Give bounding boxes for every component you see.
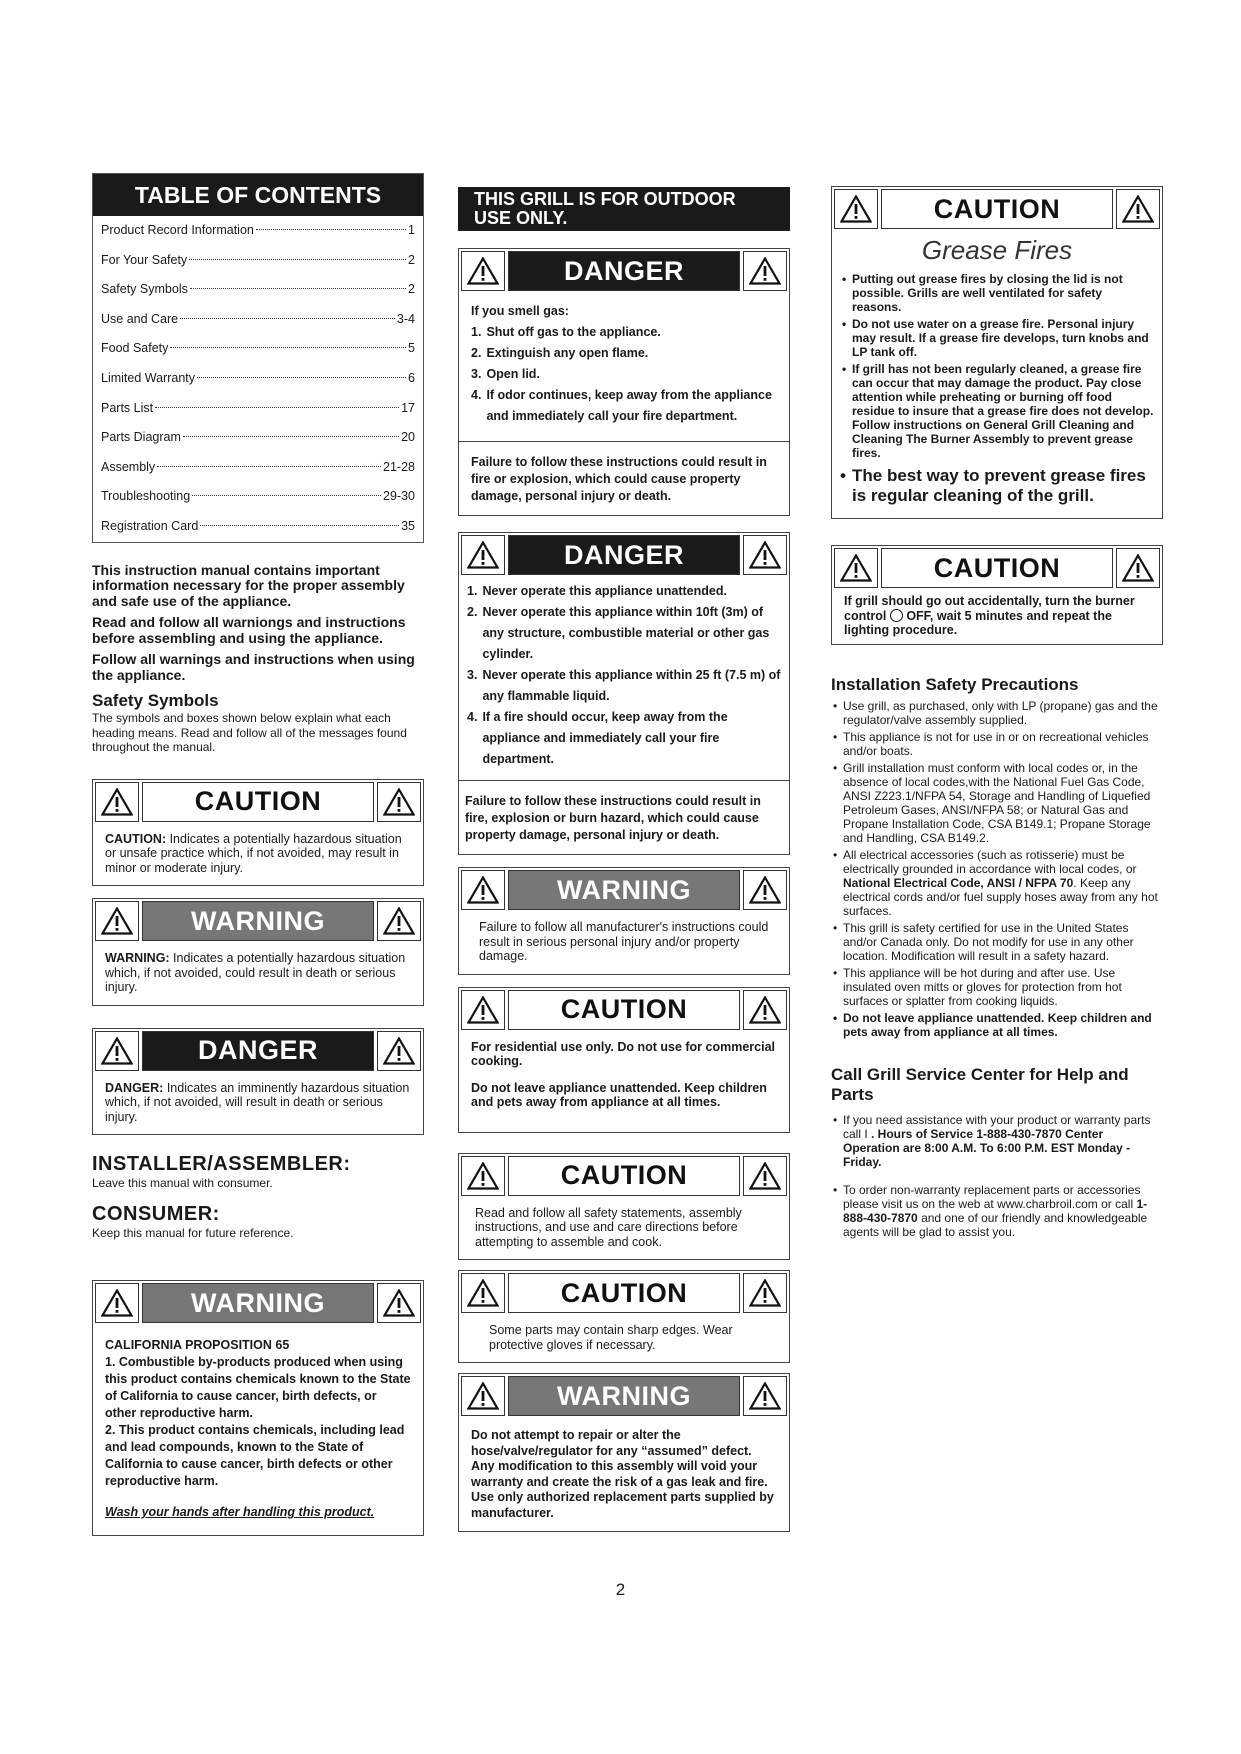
warning-triangle-icon — [377, 901, 421, 941]
warning-header — [93, 1281, 423, 1325]
toc-row[interactable] — [93, 453, 423, 483]
electrical-post: . Keep any electrical cords and/or fuel supply hoses away from any hot surfaces. — [843, 875, 1158, 918]
toc-row[interactable] — [93, 334, 423, 364]
danger-signal-word: DANGER — [508, 251, 740, 291]
warning-triangle-icon — [461, 870, 505, 910]
caution-header — [459, 1154, 789, 1198]
gas-smell-danger-box — [458, 248, 790, 516]
caution-definition — [93, 824, 423, 886]
toc-leader-dots — [180, 318, 395, 319]
sharp-edges-text: Some parts may contain sharp edges. Wear protective gloves if necessary. — [489, 1323, 733, 1352]
residential-use-text: For residential use only. Do not use for commercial cooking. — [471, 1039, 776, 1068]
intro-paragraph-2: Read and follow all warniongs and instructions before assembling and using the appliance. — [92, 614, 406, 646]
read-instructions-caution-box — [458, 1153, 790, 1261]
service-order-post: and one of our friendly and knowledgeable agents will be glad to assist you. — [843, 1210, 1148, 1239]
caution-header — [459, 988, 789, 1032]
toc-row[interactable] — [93, 305, 423, 335]
step-number: 3. — [467, 668, 478, 682]
prop65-item-1: 1. Combustible by-products produced when using this product contains chemicals known to the State of California to cause cancer, birth defects, or other reproductive harm. — [105, 1355, 411, 1421]
danger-header — [93, 1029, 423, 1073]
toc-leader-dots — [197, 377, 406, 378]
toc-entry-page: 3-4 — [396, 311, 415, 326]
intro-paragraph-3: Follow all warnings and instructions when using the appliance. — [92, 651, 415, 683]
toc-leader-dots — [190, 288, 406, 289]
danger-definition — [93, 1073, 423, 1135]
step-text: If odor continues, keep away from the appliance and immediately call your fire department. — [486, 388, 772, 423]
residential-caution-box — [458, 987, 790, 1133]
install-item: • Grill installation must conform with local codes or, in the absence of local codes,with the National Fuel Gas Code, ANSI Z223.1/NFPA 54, Storage and Handling of Liquefied Petroleum Gases, ANSI/NFPA 58; or Natural Gas and Propane Installation Code, CSA B149.1; Propane Storage and Handling, CSA B149.2. — [831, 761, 1163, 845]
step-item — [471, 385, 777, 427]
warning-triangle-icon — [377, 1031, 421, 1071]
toc-entry-page: 21-28 — [383, 459, 415, 474]
danger-header — [459, 533, 789, 577]
install-item: • This grill is safety certified for use in the United States and/or Canada only. Do not modify for use in any other location. Modification will result in a safety hazard. — [831, 921, 1163, 963]
electrical-code: National Electrical Code, ANSI / NFPA 70 — [843, 875, 1074, 890]
toc-leader-dots — [256, 229, 406, 230]
step-item — [467, 665, 781, 707]
toc-entry-label: Troubleshooting — [101, 489, 191, 504]
toc-row[interactable] — [93, 364, 423, 394]
install-item-electrical — [831, 848, 1163, 918]
step-text: Never operate this appliance within 10ft (3m) of any structure, combustible material or other gas cylinder. — [482, 605, 770, 661]
caution-header — [93, 780, 423, 824]
caution-signal-word: CAUTION — [881, 548, 1113, 588]
operation-steps — [467, 581, 781, 770]
caution-header — [832, 187, 1162, 231]
warning-header — [93, 899, 423, 943]
consumer-text: Keep this manual for future reference. — [92, 1225, 294, 1240]
warning-header — [459, 1374, 789, 1418]
warning-triangle-icon — [743, 990, 787, 1030]
gas-smell-steps — [471, 322, 777, 427]
warning-triangle-icon — [743, 1376, 787, 1416]
sharp-edges-caution-box — [458, 1270, 790, 1363]
toc-entry-page: 5 — [408, 341, 415, 356]
toc-row[interactable] — [93, 482, 423, 512]
caution-label: CAUTION: — [105, 831, 167, 846]
consumer-heading: CONSUMER: — [92, 1202, 220, 1225]
toc-entry-page: 17 — [401, 400, 415, 415]
burner-caution-text — [832, 590, 1162, 644]
warning-triangle-icon — [1116, 189, 1160, 229]
caution-definition-text: Indicates a potentially hazardous situation or unsafe practice which, if not avoided, may result in minor or moderate injury. — [105, 831, 402, 875]
operation-footer: Failure to follow these instructions could result in fire, explosion or burn hazard, which could cause property damage, personal injury or death. — [459, 780, 789, 854]
step-number: 4. — [467, 710, 478, 724]
toc-entry-page: 29-30 — [383, 489, 415, 504]
bullet-icon: • — [840, 466, 846, 485]
operation-instructions — [459, 577, 789, 780]
grease-fires-caution-box — [831, 186, 1163, 519]
toc-row[interactable] — [93, 394, 423, 424]
toc-entry-label: Assembly — [101, 459, 156, 474]
warning-triangle-icon — [461, 990, 505, 1030]
warning-triangle-icon — [743, 870, 787, 910]
prop65-heading: CALIFORNIA PROPOSITION 65 — [105, 1338, 290, 1353]
caution-signal-word: CAUTION — [508, 1156, 740, 1196]
step-item — [467, 602, 781, 665]
danger-signal-word: DANGER — [142, 1031, 374, 1071]
warning-triangle-icon — [95, 1031, 139, 1071]
gas-smell-instructions — [459, 293, 789, 441]
step-text: Extinguish any open flame. — [486, 346, 649, 360]
table-of-contents — [92, 173, 424, 543]
manufacturer-warning-text: Failure to follow all manufacturer's instructions could result in serious personal injury and/or property damage. — [479, 920, 769, 963]
residential-caution-body — [459, 1032, 789, 1132]
service-item-assistance — [831, 1113, 1163, 1169]
toc-leader-dots — [189, 259, 406, 260]
burner-caution-box — [831, 545, 1163, 645]
danger-label: DANGER: — [105, 1080, 164, 1095]
caution-signal-word: CAUTION — [142, 782, 374, 822]
warning-signal-word: WARNING — [142, 1283, 374, 1323]
toc-leader-dots — [192, 495, 381, 496]
gas-smell-intro: If you smell gas: — [471, 304, 569, 318]
toc-entry-label: Safety Symbols — [101, 282, 188, 297]
toc-entry-label: Limited Warranty — [101, 370, 196, 385]
service-phone: 1-888-430-7870 — [843, 1196, 1148, 1225]
caution-header — [459, 1271, 789, 1315]
caution-signal-word: CAUTION — [508, 990, 740, 1030]
repair-warning-text: Do not attempt to repair or alter the hose/valve/regulator for any “assumed” defect. Any modification to this assembly will void your warranty and create the risk of a gas leak and fire. Use only authorized replacement parts supplied by manufacturer. — [471, 1428, 774, 1520]
unattended-text: Do not leave appliance unattended. Keep children and pets away from appliance at all times. — [471, 1080, 767, 1109]
burner-text-pre: If grill should go out accidentally, turn the burner control — [844, 594, 1135, 623]
step-number: 1. — [471, 325, 482, 339]
warning-triangle-icon — [95, 782, 139, 822]
warning-triangle-icon — [834, 548, 878, 588]
warning-definition-text: Indicates a potentially hazardous situation which, if not avoided, could result in death or serious injury. — [105, 951, 406, 995]
toc-list — [93, 216, 423, 542]
warning-triangle-icon — [743, 251, 787, 291]
toc-row[interactable] — [93, 216, 423, 246]
grease-prevention-text: The best way to prevent grease fires is regular cleaning of the grill. — [852, 466, 1146, 505]
caution-signal-word: CAUTION — [881, 189, 1113, 229]
warning-triangle-icon — [461, 251, 505, 291]
manufacturer-warning-box — [458, 867, 790, 975]
grease-item: • Putting out grease fires by closing the lid is not possible. Grills are well ventilated for safety reasons. — [840, 272, 1154, 314]
prop65-body — [93, 1325, 423, 1535]
read-instructions-text: Read and follow all safety statements, assembly instructions, and use and care directions before attempting to assemble and cook. — [475, 1205, 742, 1249]
grease-fires-list — [840, 272, 1154, 460]
step-text: If a fire should occur, keep away from the appliance and immediately call your fire department. — [482, 710, 728, 766]
prop65-warning-box — [92, 1280, 424, 1536]
step-number: 4. — [471, 388, 482, 402]
warning-signal-word: WARNING — [142, 901, 374, 941]
service-item-order — [831, 1183, 1163, 1239]
step-item — [471, 364, 777, 385]
step-number: 3. — [471, 367, 482, 381]
toc-row[interactable] — [93, 512, 423, 542]
install-item: • Use grill, as purchased, only with LP (propane) gas and the regulator/valve assembly supplied. — [831, 699, 1163, 727]
off-circle-icon — [890, 609, 903, 622]
toc-row[interactable] — [93, 275, 423, 305]
step-item — [471, 322, 777, 343]
step-text: Shut off gas to the appliance. — [486, 325, 661, 339]
toc-entry-page: 1 — [408, 223, 415, 237]
safety-symbols-text: The symbols and boxes shown below explain what each heading means. Read and follow all of the messages found throughout the manual. — [92, 711, 407, 755]
step-text: Never operate this appliance unattended. — [482, 584, 727, 598]
warning-triangle-icon — [95, 901, 139, 941]
installer-text: Leave this manual with consumer. — [92, 1176, 273, 1191]
step-number: 2. — [471, 346, 482, 360]
step-item — [467, 707, 781, 770]
prop65-item-2: 2. This product contains chemicals, including lead and lead compounds, known to the State of California to cause cancer, birth defects or other reproductive harm. — [105, 1423, 405, 1489]
warning-triangle-icon — [461, 1156, 505, 1196]
outdoor-use-banner: THIS GRILL IS FOR OUTDOOR USE ONLY. — [458, 187, 790, 231]
grease-prevention-tip — [840, 466, 1154, 506]
intro-paragraph-1: This instruction manual contains important information necessary for the proper assembly and safe use of the appliance. — [92, 561, 405, 609]
safety-symbols-heading: Safety Symbols — [92, 691, 219, 711]
install-item: • This appliance is not for use in or on recreational vehicles and/or boats. — [831, 730, 1163, 758]
danger-definition-text: Indicates an imminently hazardous situation which, if not avoided, will result in death or serious injury. — [105, 1080, 410, 1124]
warning-definition-box — [92, 898, 424, 1006]
caution-definition-box — [92, 779, 424, 887]
danger-definition-box — [92, 1028, 424, 1136]
step-item — [471, 343, 777, 364]
warning-triangle-icon — [743, 1156, 787, 1196]
toc-leader-dots — [157, 466, 381, 467]
warning-triangle-icon — [1116, 548, 1160, 588]
install-heading: Installation Safety Precautions — [831, 674, 1079, 694]
warning-triangle-icon — [834, 189, 878, 229]
toc-entry-page: 6 — [408, 370, 415, 385]
toc-entry-label: For Your Safety — [101, 252, 188, 267]
grease-item: • Do not use water on a grease fire. Personal injury may result. If a grease fire develops, turn knobs and LP tank off. — [840, 317, 1154, 359]
toc-entry-label: Product Record Information — [101, 223, 254, 237]
warning-label: WARNING: — [105, 951, 170, 966]
step-number: 2. — [467, 605, 478, 619]
warning-signal-word: WARNING — [508, 870, 740, 910]
warning-definition — [93, 943, 423, 1005]
gas-smell-footer: Failure to follow these instructions could result in fire or explosion, which could cause property damage, personal injury or death. — [459, 441, 789, 515]
warning-triangle-icon — [461, 1376, 505, 1416]
caution-header — [832, 546, 1162, 590]
step-item — [467, 581, 781, 602]
danger-header — [459, 249, 789, 293]
toc-entry-page: 20 — [401, 430, 415, 445]
page-number: 2 — [615, 1580, 626, 1599]
service-list — [831, 1113, 1163, 1239]
toc-row[interactable] — [93, 246, 423, 276]
toc-entry-label: Food Safety — [101, 341, 169, 356]
installer-heading: INSTALLER/ASSEMBLER: — [92, 1153, 351, 1176]
toc-entry-label: Use and Care — [101, 311, 179, 326]
grease-item: • If grill has not been regularly cleaned, a grease fire can occur that may damage the product. Pay close attention while preheating or burning off food residue to insure that a grease fire does not develop. Follow instructions on General Grill Cleaning and Cleaning The Burner Assembly to prevent grease fires. — [840, 362, 1154, 460]
warning-triangle-icon — [461, 1273, 505, 1313]
toc-entry-page: 2 — [408, 252, 415, 267]
install-item: • Do not leave appliance unattended. Keep children and pets away from appliance at all times. — [831, 1011, 1163, 1039]
step-text: Never operate this appliance within 25 ft (7.5 m) of any flammable liquid. — [482, 668, 781, 703]
grease-fires-title: Grease Fires — [921, 235, 1073, 265]
warning-triangle-icon — [377, 782, 421, 822]
left-column — [92, 173, 424, 1536]
right-column — [831, 186, 1163, 1242]
warning-triangle-icon — [743, 535, 787, 575]
electrical-pre: All electrical accessories (such as rotisserie) must be electrically grounded in accordance with local codes, or — [843, 847, 1137, 876]
grease-fires-body — [832, 272, 1162, 518]
service-hours: . Hours of Service 1-888-430-7870 Center Operation are 8:00 A.M. To 6:00 P.M. EST Monday - Friday. — [843, 1126, 1131, 1169]
toc-entry-page: 2 — [408, 282, 415, 297]
service-heading: Call Grill Service Center for Help and Parts — [831, 1064, 1129, 1104]
toc-entry-label: Registration Card — [101, 518, 199, 533]
install-item: • This appliance will be hot during and after use. Use insulated oven mitts or gloves for protection from hot surfaces or splatter from cooking liquids. — [831, 966, 1163, 1008]
warning-triangle-icon — [95, 1283, 139, 1323]
toc-row[interactable] — [93, 423, 423, 453]
intro-block — [92, 563, 424, 684]
middle-column — [458, 187, 790, 1532]
warning-triangle-icon — [377, 1283, 421, 1323]
toc-leader-dots — [155, 407, 399, 408]
burner-text-post: OFF, wait 5 minutes and repeat the lighting procedure. — [844, 608, 1112, 637]
warning-signal-word: WARNING — [508, 1376, 740, 1416]
toc-entry-label: Parts Diagram — [101, 430, 181, 445]
caution-signal-word: CAUTION — [508, 1273, 740, 1313]
service-order-text: To order non-warranty replacement parts or accessories please visit us on the web at www.charbroil.com or call — [843, 1182, 1141, 1211]
toc-leader-dots — [170, 347, 406, 348]
step-text: Open lid. — [486, 367, 540, 381]
toc-entry-label: Parts List — [101, 400, 154, 415]
operation-danger-box — [458, 532, 790, 855]
prop65-footer: Wash your hands after handling this product. — [105, 1505, 375, 1520]
install-list — [831, 699, 1163, 1039]
toc-header — [93, 174, 423, 216]
step-number: 1. — [467, 584, 478, 598]
warning-header — [459, 868, 789, 912]
toc-entry-page: 35 — [401, 518, 415, 533]
repair-warning-box — [458, 1373, 790, 1532]
warning-triangle-icon — [743, 1273, 787, 1313]
warning-triangle-icon — [461, 535, 505, 575]
toc-leader-dots — [183, 436, 399, 437]
toc-leader-dots — [200, 525, 399, 526]
service-call-text: If you need assistance with your product or warranty parts call I — [843, 1112, 1151, 1141]
toc-title: TABLE OF CONTENTS — [134, 181, 382, 208]
danger-signal-word: DANGER — [508, 535, 740, 575]
